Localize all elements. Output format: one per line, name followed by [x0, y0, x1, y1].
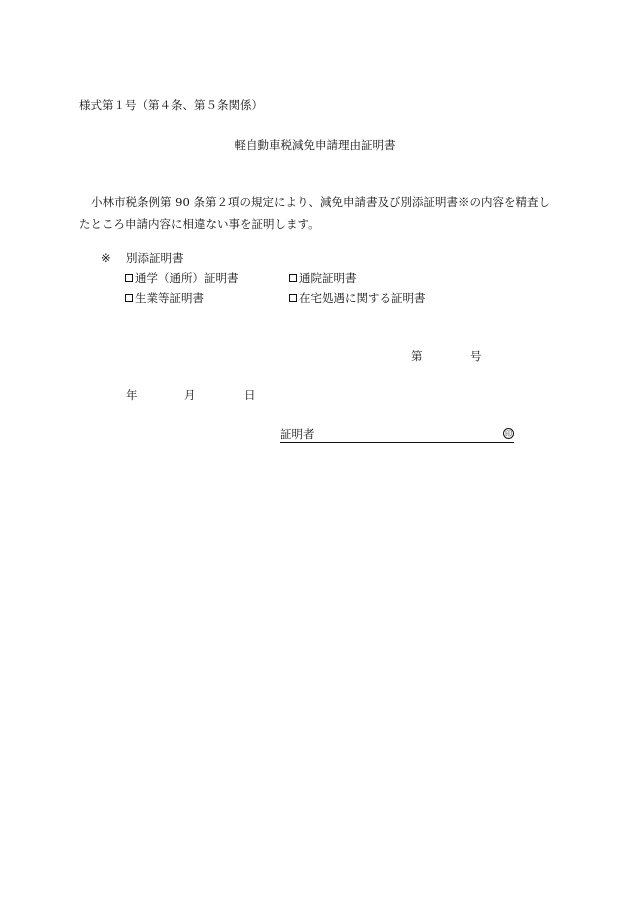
option-hospital-visit-certificate[interactable] [289, 270, 357, 286]
checkbox-icon[interactable] [289, 294, 297, 302]
certifier-label: 証明者 [280, 427, 315, 441]
checkbox-icon[interactable] [125, 274, 133, 282]
checkbox-icon[interactable] [125, 294, 133, 302]
date-year-label: 年 [126, 388, 138, 402]
date-month-label: 月 [184, 388, 196, 402]
number-suffix: 号 [470, 349, 482, 363]
certifier-signature-line[interactable] [280, 426, 514, 443]
option-commute-certificate[interactable] [125, 270, 239, 286]
option-label: 生業等証明書 [135, 291, 204, 305]
option-home-care-certificate[interactable] [289, 290, 426, 306]
seal-icon: 印 [505, 430, 512, 438]
certification-statement: 小林市税条例第 90 条第２項の規定により、減免申請書及び別添証明書※の内容を精査したところ申請内容に相違ない事を証明します。 [79, 195, 550, 231]
attachment-list-title: 別添証明書 [126, 251, 184, 265]
option-label: 通院証明書 [299, 271, 357, 285]
option-label: 在宅処遇に関する証明書 [299, 291, 426, 305]
date-day-label: 日 [244, 388, 256, 402]
option-label: 通学（通所）証明書 [135, 271, 239, 285]
attachment-note-mark: ※ [101, 251, 111, 265]
number-prefix: 第 [411, 349, 423, 363]
option-livelihood-certificate[interactable] [125, 290, 204, 306]
document-title: 軽自動車税減免申請理由証明書 [234, 138, 396, 152]
form-number: 様式第１号（第４条、第５条関係） [79, 98, 263, 112]
checkbox-icon[interactable] [289, 274, 297, 282]
